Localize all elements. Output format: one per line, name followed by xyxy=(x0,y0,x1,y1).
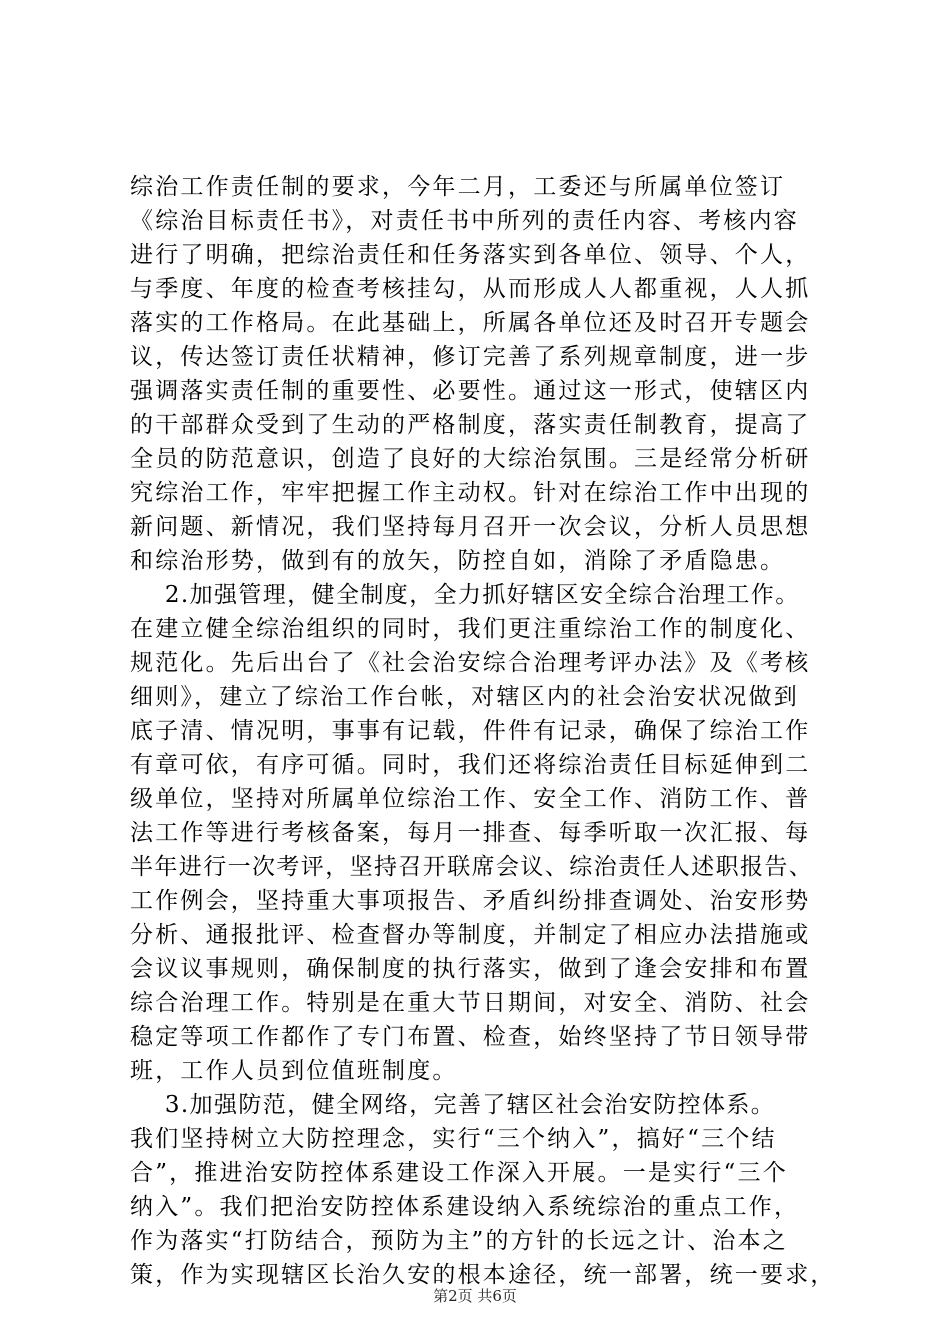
text-line: 合”，推进治安防控体系建设工作深入开展。一是实行“三个 xyxy=(130,1160,788,1186)
text-line: 法工作等进行考核备案，每月一排查、每季听取一次汇报、每 xyxy=(130,820,811,846)
text-line: 的干部群众受到了生动的严格制度，落实责任制教育，提高了 xyxy=(130,412,811,438)
text-line: 我们坚持树立大防控理念，实行“三个纳入”，搞好“三个结 xyxy=(130,1126,777,1152)
text-line: 会议议事规则，确保制度的执行落实，做到了逢会安排和布置 xyxy=(130,956,811,982)
text-line: 落实的工作格局。在此基础上，所属各单位还及时召开专题会 xyxy=(130,310,811,336)
text-line: 纳入”。我们把治安防控体系建设纳入系统综治的重点工作， xyxy=(130,1194,800,1220)
text-line: 底子清、情况明，事事有记载，件件有记录，确保了综治工作 xyxy=(130,718,811,744)
text-line: 与季度、年度的检查考核挂勾，从而形成人人都重视，人人抓 xyxy=(130,276,811,302)
text-line: 究综治工作，牢牢把握工作主动权。针对在综治工作中出现的 xyxy=(130,480,811,506)
text-line: 强调落实责任制的重要性、必要性。通过这一形式，使辖区内 xyxy=(130,378,811,404)
text-line: 全员的防范意识，创造了良好的大综治氛围。三是经常分析研 xyxy=(130,446,811,472)
text-line: 3.加强防范，健全网络，完善了辖区社会治安防控体系。 xyxy=(130,1092,776,1118)
text-line: 综合治理工作。特别是在重大节日期间，对安全、消防、社会 xyxy=(130,990,811,1016)
text-line: 和综治形势，做到有的放矢，防控自如，消除了矛盾隐患。 xyxy=(130,548,786,574)
page-footer: 第2页 共6页 xyxy=(433,1287,517,1305)
text-line: 2.加强管理，健全制度，全力抓好辖区安全综合治理工作。 xyxy=(130,582,800,608)
text-line: 工作例会，坚持重大事项报告、矛盾纠纷排查调处、治安形势 xyxy=(130,888,811,914)
text-line: 细则》，建立了综治工作台帐，对辖区内的社会治安状况做到 xyxy=(130,684,799,710)
text-line: 综治工作责任制的要求，今年二月，工委还与所属单位签订 xyxy=(130,174,786,200)
text-line: 级单位，坚持对所属单位综治工作、安全工作、消防工作、普 xyxy=(130,786,811,812)
body-text xyxy=(130,170,836,1292)
text-line: 半年进行一次考评，坚持召开联席会议、综治责任人述职报告、 xyxy=(130,854,814,880)
text-line: 进行了明确，把综治责任和任务落实到各单位、领导、个人， xyxy=(130,242,811,268)
text-line: 新问题、新情况，我们坚持每月召开一次会议，分析人员思想 xyxy=(130,514,811,540)
text-line: 作为落实“打防结合，预防为主”的方针的长远之计、治本之 xyxy=(130,1228,788,1254)
text-line: 班，工作人员到位值班制度。 xyxy=(130,1058,458,1084)
text-line: 策，作为实现辖区长治久安的根本途径，统一部署，统一要求， xyxy=(130,1262,836,1288)
text-line: 《综治目标责任书》，对责任书中所列的责任内容、考核内容 xyxy=(130,208,799,234)
text-line: 议，传达签订责任状精神，修订完善了系列规章制度，进一步 xyxy=(130,344,811,370)
text-line: 规范化。先后出台了《社会治安综合治理考评办法》及《考核 xyxy=(130,650,811,676)
text-line: 稳定等项工作都作了专门布置、检查，始终坚持了节日领导带 xyxy=(130,1024,811,1050)
text-line: 分析、通报批评、检查督办等制度，并制定了相应办法措施或 xyxy=(130,922,811,948)
text-line: 在建立健全综治组织的同时，我们更注重综治工作的制度化、 xyxy=(130,616,811,642)
text-line: 有章可依，有序可循。同时，我们还将综治责任目标延伸到二 xyxy=(130,752,811,778)
